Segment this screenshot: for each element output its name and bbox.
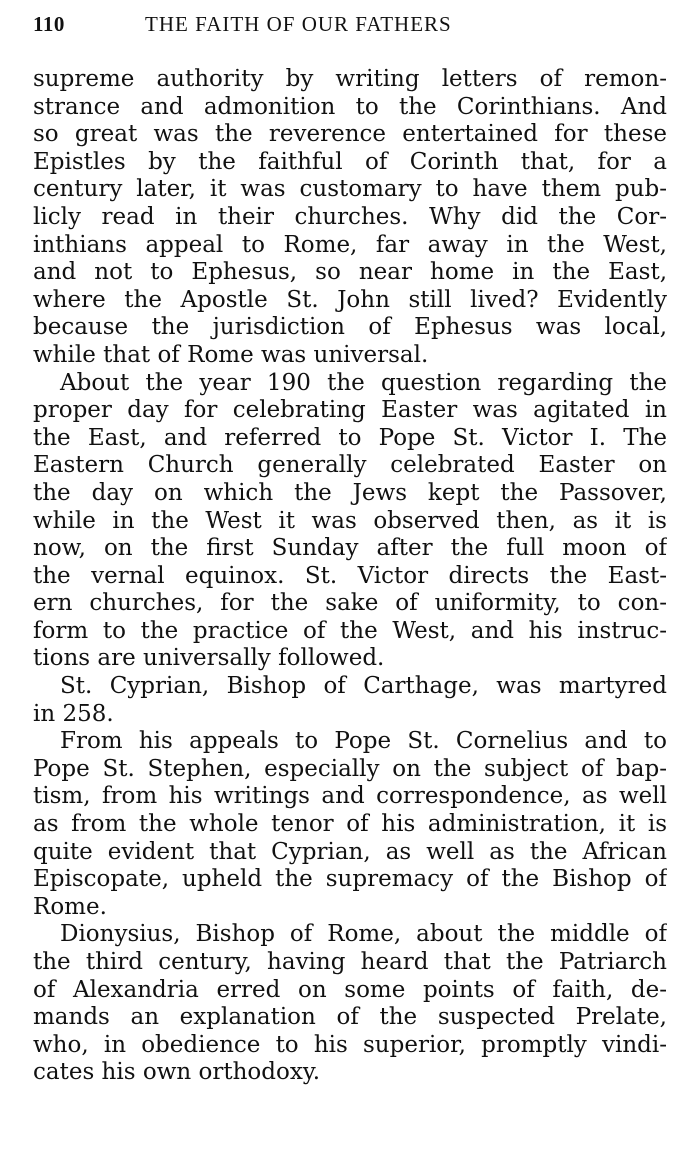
text-line: while that of Rome was universal. (33, 341, 429, 368)
text-line: form to the practice of the West, and his instruc- (33, 617, 667, 644)
text-line: supreme authority by writing letters of remon- (33, 66, 667, 92)
text-line: the East, and referred to Pope St. Victor I. The (33, 424, 667, 451)
text-line: licly read in their churches. Why did the Cor- (33, 203, 667, 230)
text-line: because the jurisdiction of Ephesus was local, (33, 314, 667, 341)
page-header (33, 12, 643, 42)
text-line: St. Cyprian, Bishop of Carthage, was martyred (60, 673, 667, 700)
text-line: ern churches, for the sake of uniformity, to con- (33, 590, 667, 617)
text-line: Dionysius, Bishop of Rome, about the middle of (60, 921, 667, 948)
text-line: now, on the first Sunday after the full moon of (33, 535, 667, 562)
text-line: cates his own orthodoxy. (33, 1059, 321, 1086)
paragraph (33, 66, 667, 370)
text-line: From his appeals to Pope St. Cornelius and to (60, 728, 667, 755)
page-number: 110 (33, 12, 65, 36)
text-line: About the year 190 the question regarding the (60, 369, 667, 396)
text-line: where the Apostle St. John still lived? Evidently (33, 286, 667, 313)
text-line: proper day for celebrating Easter was agitated in (33, 397, 667, 424)
text-line: mands an explanation of the suspected Prelate, (33, 1004, 667, 1031)
text-line: Pope St. Stephen, especially on the subject of bap- (33, 755, 667, 782)
text-line: who, in obedience to his superior, promptly vindi- (33, 1031, 667, 1058)
text-line: the third century, having heard that the Patriarch (33, 949, 667, 975)
text-line: inthians appeal to Rome, far away in the West, (33, 231, 667, 258)
text-line: of Alexandria erred on some points of faith, de- (33, 976, 667, 1003)
paragraph (33, 370, 667, 674)
paragraph (33, 728, 667, 921)
text-line: and not to Ephesus, so near home in the East, (33, 259, 667, 286)
text-line: tism, from his writings and correspondence, as well (33, 783, 667, 810)
text-line: the vernal equinox. St. Victor directs the East- (33, 562, 667, 589)
text-line: Rome. (33, 893, 107, 920)
text-line: quite evident that Cyprian, as well as the African (33, 838, 667, 865)
text-line: in 258. (33, 700, 114, 727)
text-line: strance and admonition to the Corinthians. And (33, 93, 667, 120)
text-line: the day on which the Jews kept the Passover, (33, 479, 667, 506)
text-line: Episcopate, upheld the supremacy of the Bishop of (33, 866, 667, 893)
text-line: so great was the reverence entertained for these (33, 121, 667, 148)
running-title: THE FAITH OF OUR FATHERS (145, 12, 452, 36)
text-line: tions are universally followed. (33, 645, 385, 672)
text-line: Epistles by the faithful of Corinth that, for a (33, 148, 667, 175)
text-line: while in the West it was observed then, as it is (33, 507, 667, 534)
text-line: Eastern Church generally celebrated Easter on (33, 452, 667, 479)
paragraph (33, 921, 667, 1087)
text-line: century later, it was customary to have them pub- (33, 176, 667, 203)
body-text (33, 66, 667, 1087)
paragraph (33, 673, 667, 728)
text-line: as from the whole tenor of his administration, it is (33, 811, 667, 838)
